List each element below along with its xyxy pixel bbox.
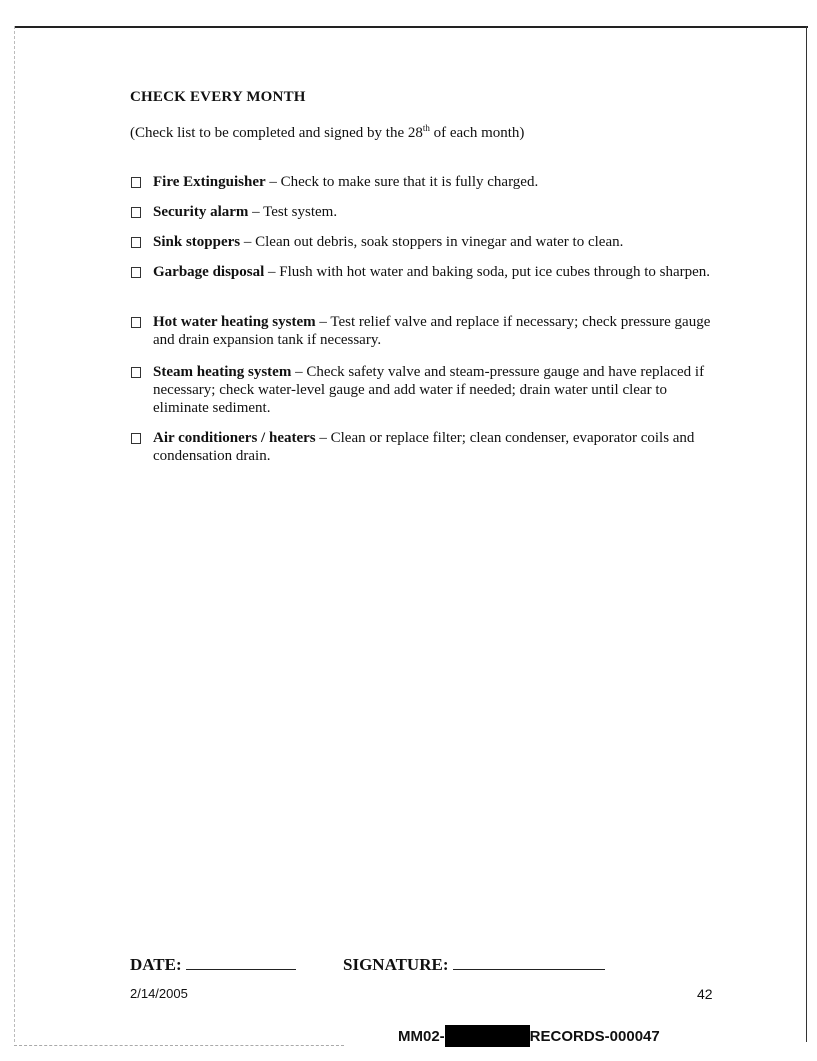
item-title: Steam heating system (153, 364, 292, 380)
checklist-item (131, 203, 721, 221)
item-title: Fire Extinguisher (153, 174, 266, 190)
redaction-block (445, 1025, 530, 1047)
item-text: – Flush with hot water and baking soda, put ice cubes through to sharpen. (264, 264, 711, 280)
instructions-text: (Check list to be completed and signed by the 28 (130, 125, 423, 141)
checkbox-icon[interactable] (131, 317, 141, 328)
checkbox-icon[interactable] (131, 267, 141, 278)
checklist-item (131, 429, 721, 465)
checklist-item (131, 363, 721, 417)
instructions (130, 123, 524, 142)
page-title: CHECK EVERY MONTH (130, 89, 306, 105)
item-title: Security alarm (153, 204, 249, 220)
item-title: Garbage disposal (153, 264, 265, 280)
print-date: 2/14/2005 (130, 986, 188, 1001)
bates-prefix: MM02- (398, 1027, 445, 1045)
checklist-item (131, 173, 721, 191)
ordinal-suffix: th (422, 123, 430, 133)
instructions-text-end: of each month) (429, 125, 525, 141)
page-border-right (806, 26, 807, 1042)
item-text: – Test system. (248, 204, 338, 220)
checkbox-icon[interactable] (131, 367, 141, 378)
signature-line[interactable] (453, 969, 605, 970)
page-number: 42 (697, 986, 713, 1002)
date-label: DATE: (130, 955, 182, 974)
checklist-item (131, 263, 721, 281)
checkbox-icon[interactable] (131, 237, 141, 248)
item-text: – Clean or replace filter; clean condenser, evaporator coils and condensation drain. (153, 430, 695, 464)
item-text: – Check to make sure that it is fully charged. (265, 174, 539, 190)
page-border-bottom (14, 1045, 344, 1046)
date-line[interactable] (186, 969, 296, 970)
checklist-item (131, 233, 721, 251)
page-border-top (14, 26, 808, 28)
item-title: Sink stoppers (153, 234, 241, 250)
bates-suffix: RECORDS-000047 (529, 1027, 660, 1045)
checkbox-icon[interactable] (131, 207, 141, 218)
page-border-left (14, 26, 15, 1042)
item-text: – Check safety valve and steam-pressure gauge and have replaced if necessary; check water-level gauge and add water if needed; drain water until clear to eliminate sediment. (153, 364, 705, 416)
item-title: Hot water heating system (153, 314, 316, 330)
checkbox-icon[interactable] (131, 433, 141, 444)
item-text: – Test relief valve and replace if necessary; check pressure gauge and drain expansion tank if necessary. (153, 314, 711, 348)
bates-number (398, 1025, 660, 1047)
signature-field (343, 955, 605, 975)
signature-label: SIGNATURE: (343, 955, 449, 974)
item-text: – Clean out debris, soak stoppers in vinegar and water to clean. (240, 234, 624, 250)
checkbox-icon[interactable] (131, 177, 141, 188)
checklist-item (131, 313, 721, 349)
item-title: Air conditioners / heaters (153, 430, 316, 446)
date-field (130, 955, 296, 975)
